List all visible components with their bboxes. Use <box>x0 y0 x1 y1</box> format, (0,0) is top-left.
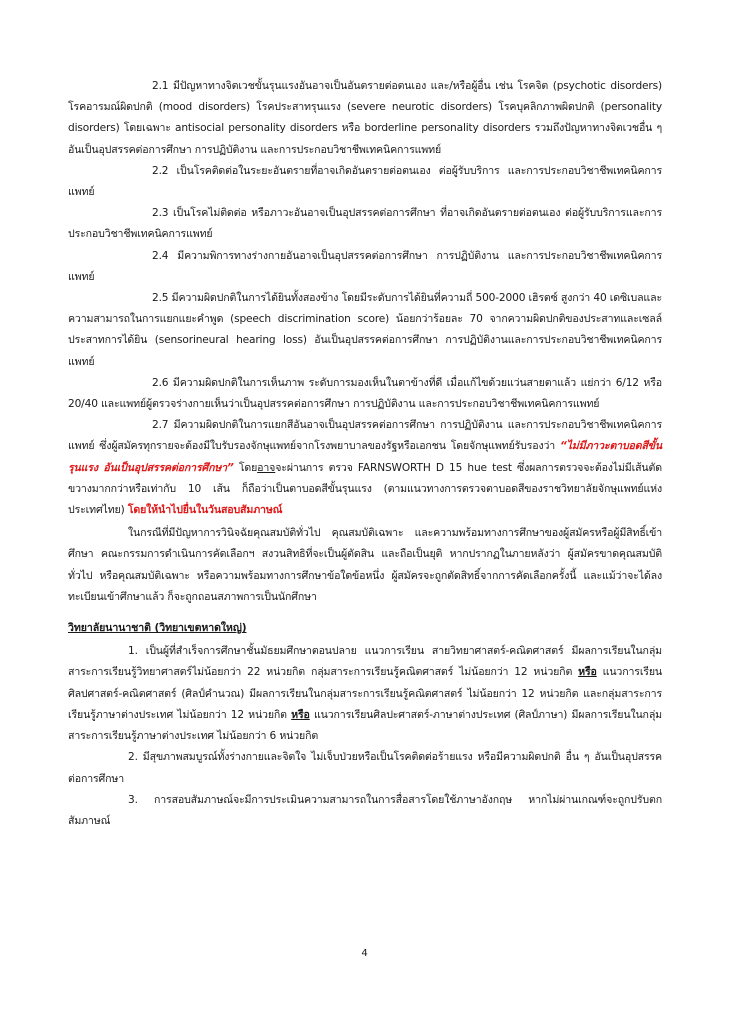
ic-item-1-text: 1. เป็นผู้ที่สำเร็จการศึกษาชั้นมัธยมศึกษาตอนปลาย แนวการเรียน สายวิทยาศาสตร์-คณิตศาสตร์ มีผลการเรียนในกลุ่มสาระการเรียนรู้วิทยาศาสตร์ไม่น้อยกว่า 22 หน่วยกิต กลุ่มสาระการเรียนรู้คณิตศาสตร์ ไม่น้อยกว่า 12 หน่วยกิต <box>68 645 662 679</box>
or-keyword-1: หรือ <box>578 666 597 679</box>
item-2-4: 2.4 มีความพิการทางร่างกายอันอาจเป็นอุปสรรคต่อการศึกษา การปฏิบัติงาน และการประกอบวิชาชีพเทคนิคการแพทย์ <box>68 249 662 283</box>
ic-item-1 <box>68 641 662 747</box>
item-2-6: 2.6 มีความผิดปกติในการเห็นภาพ ระดับการมองเห็นในตาข้างที่ดี เมื่อแก้ไขด้วยแว่นสายตาแล้ว แย่กว่า 6/12 หรือ 20/40 และแพทย์ผู้ตรวจร่างกายเห็นว่าเป็นอุปสรรคต่อการศึกษา การปฏิบัติงาน และการประกอบวิชาชีพเทคนิคการแพทย์ <box>68 376 662 411</box>
item-2-7-submit-note: โดยให้นำไปยื่นในวันสอบสัมภาษณ์ <box>127 504 283 517</box>
ic-item-1-text-c: แนวการเรียนศิลปะศาสตร์-ภาษาต่างประเทศ (ศิลป์ภาษา) มีผลการเรียนในกลุ่มสาระการเรียนรู้ภาษาต่างประเทศ ไม่น้อยกว่า 6 หน่วยกิต <box>68 708 662 743</box>
item-2-7-requirement: “ไม่มีภาวะตาบอดสีขั้นรุนแรง อันเป็นอุปสรรคต่อการศึกษา” <box>68 440 662 474</box>
item-2-7 <box>68 415 662 521</box>
item-2-5: 2.5 มีความผิดปกติในการได้ยินทั้งสองข้าง โดยมีระดับการได้ยินที่ความถี่ 500-2000 เฮิรตซ์ สูงกว่า 40 เดซิเบลและความสามารถในการแยกแยะคำพูด (speech discrimination score) น้อยกว่าร้อยละ 70 จากความผิดปกติของประสาทและเซลล์ประสาทการได้ยิน (sensorineural hearing loss) อันเป็นอุปสรรคต่อการศึกษา การปฏิบัติงานและการประกอบวิชาชีพเทคนิคการแพทย์ <box>68 292 662 368</box>
item-2-2: 2.2 เป็นโรคติดต่อในระยะอันตรายที่อาจเกิดอันตรายต่อตนเอง ต่อผู้รับบริการ และการประกอบวิชาชีพเทคนิคการแพทย์ <box>68 164 662 199</box>
item-2-7-text-b: โดย <box>233 461 258 474</box>
item-2-1: 2.1 มีปัญหาทางจิตเวชขั้นรุนแรงอันอาจเป็นอันตรายต่อตนเอง และ/หรือผู้อื่น เช่น โรคจิต (psychotic disorders) โรคอารมณ์ผิดปกติ (mood disorders) โรคประสาทรุนแรง (severe neurotic disorders) โรคบุคลิกภาพผิดปกติ (personality disorders) โดยเฉพาะ antisocial personality disorders หรือ borderline personality disorders รวมถึงปัญหาทางจิตเวชอื่น ๆ อันเป็นอุปสรรคต่อการศึกษา การปฏิบัติงาน และการประกอบวิชาชีพเทคนิคการแพทย์ <box>68 80 662 156</box>
page-number: 4 <box>361 948 368 959</box>
item-2-7-text-c: จะผ่านการ ตรวจ FARNSWORTH D 15 hue test ซึ่งผลการตรวจจะต้องไม่มีเส้นตัดขวางมากกว่าหรือเท่ากับ 10 เส้น ก็ถือว่าเป็นตาบอดสีขั้นรุนแรง (ตามแนวทางการตรวจตาบอดสีของราชวิทยาลัยจักษุแพทย์แห่งประเทศไทย) <box>68 461 662 517</box>
closing-note: ในกรณีที่มีปัญหาการวินิจฉัยคุณสมบัติทั่วไป คุณสมบัติเฉพาะ และความพร้อมทางการศึกษาของผู้สมัครหรือผู้มีสิทธิ์เข้าศึกษา คณะกรรมการดำเนินการคัดเลือกฯ สงวนสิทธิที่จะเป็นผู้ตัดสิน และถือเป็นยุติ หากปรากฏในภายหลังว่า ผู้สมัครขาดคุณสมบัติทั่วไป หรือคุณสมบัติเฉพาะ หรือความพร้อมทางการศึกษาข้อใดข้อหนึ่ง ผู้สมัครจะถูกตัดสิทธิ์จากการคัดเลือกครั้งนี้ และแม้ว่าจะได้ลงทะเบียนเข้าศึกษาแล้ว ก็จะถูกถอนสภาพการเป็นนักศึกษา <box>68 527 662 603</box>
item-2-7-underlined: อาจ <box>257 461 276 474</box>
item-2-7-text: 2.7 มีความผิดปกติในการแยกสีอันอาจเป็นอุปสรรคต่อการศึกษา การปฏิบัติงาน และการประกอบวิชาชีพเทคนิคการแพทย์ ซึ่งผู้สมัครทุกรายจะต้องมีใบรับรองจักษุแพทย์จากโรงพยาบาลของรัฐหรือเอกชน โดยจักษุแพทย์รับรองว่า <box>68 419 662 453</box>
item-2-3: 2.3 เป็นโรคไม่ติดต่อ หรือภาวะอันอาจเป็นอุปสรรคต่อการศึกษา ที่อาจเกิดอันตรายต่อตนเอง ต่อผู้รับบริการและการประกอบวิชาชีพเทคนิคการแพทย์ <box>68 207 662 241</box>
or-keyword-2: หรือ <box>291 708 310 721</box>
ic-item-1-text-b: แนวการเรียนศิลปศาสตร์-คณิตศาสตร์ (ศิลป์คำนวณ) มีผลการเรียนในกลุ่มสาระการเรียนรู้คณิตศาสตร์ ไม่น้อยกว่า 12 หน่วยกิต และกลุ่มสาระการเรียนรู้ภาษาต่างประเทศ ไม่น้อยกว่า 12 หน่วยกิต <box>68 666 662 721</box>
ic-item-2: 2. มีสุขภาพสมบูรณ์ทั้งร่างกายและจิตใจ ไม่เจ็บป่วยหรือเป็นโรคติดต่อร้ายแรง หรือมีความผิดปกติ อื่น ๆ อันเป็นอุปสรรคต่อการศึกษา <box>68 751 662 785</box>
document-page <box>68 76 662 832</box>
ic-item-3: 3. การสอบสัมภาษณ์จะมีการประเมินความสามารถในการสื่อสารโดยใช้ภาษาอังกฤษ หากไม่ผ่านเกณฑ์จะถูกปรับตกสัมภาษณ์ <box>68 793 662 827</box>
section-heading: วิทยาลัยนานาชาติ (วิทยาเขตหาดใหญ่) <box>68 622 247 635</box>
